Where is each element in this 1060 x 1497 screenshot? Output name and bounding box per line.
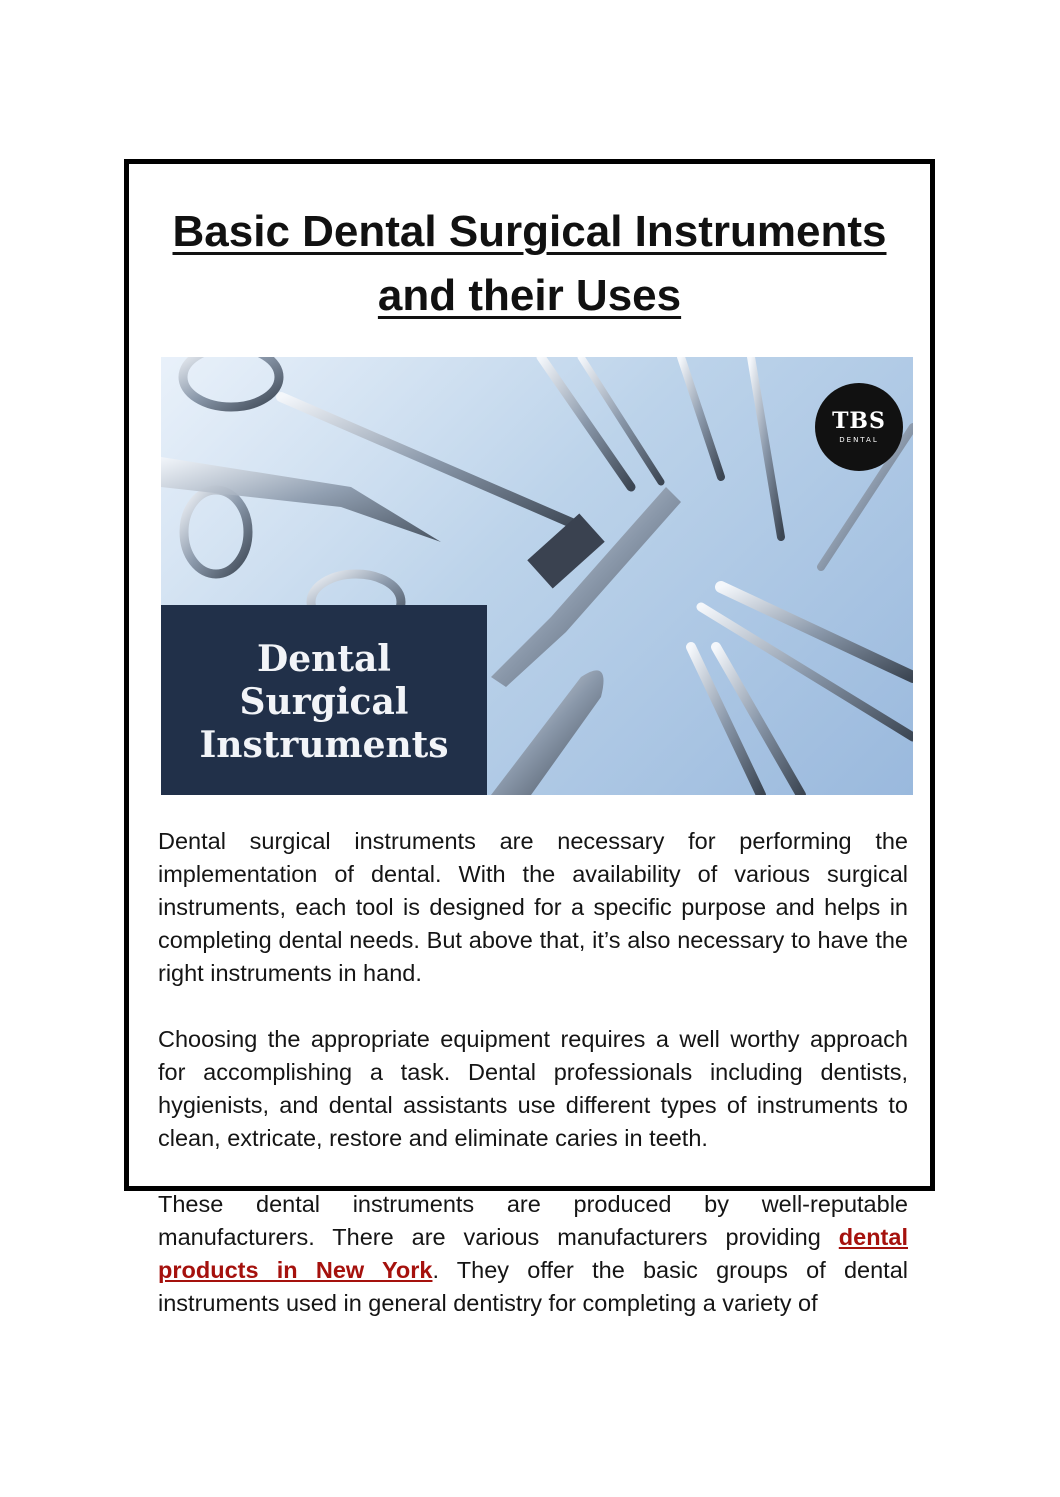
paragraph-manufacturers: These dental instruments are produced by well-reputable manufacturers. There are various manufacturers providing dental products in New York. They offer the basic groups of dental instruments used in general dentistry for completing a variety of xyxy=(158,1191,908,1316)
hero-image xyxy=(161,357,913,795)
page-title: Basic Dental Surgical Instruments and their Uses xyxy=(172,207,887,320)
page-border-frame xyxy=(124,159,935,1316)
hero-caption-box xyxy=(161,605,487,795)
tbs-dental-logo: TBS DENTAL xyxy=(815,383,903,471)
paragraph-choosing: Choosing the appropriate equipment requires a well worthy approach for accomplishing a task. Dental professionals including dentists, hygienists, and dental assistants use different types of instruments to clean, extricate, restore and eliminate caries in teeth. xyxy=(158,1026,908,1151)
hero-caption: Dental Surgical Instruments xyxy=(199,637,449,766)
paragraph-intro: Dental surgical instruments are necessary for performing the implementation of dental. With the availability of various surgical instruments, each tool is designed for a specific purpose and helps in completing dental needs. But above that, it’s also necessary to have the right instruments in hand. xyxy=(158,828,908,986)
dental-products-link[interactable]: dental products in New York xyxy=(158,1224,908,1283)
